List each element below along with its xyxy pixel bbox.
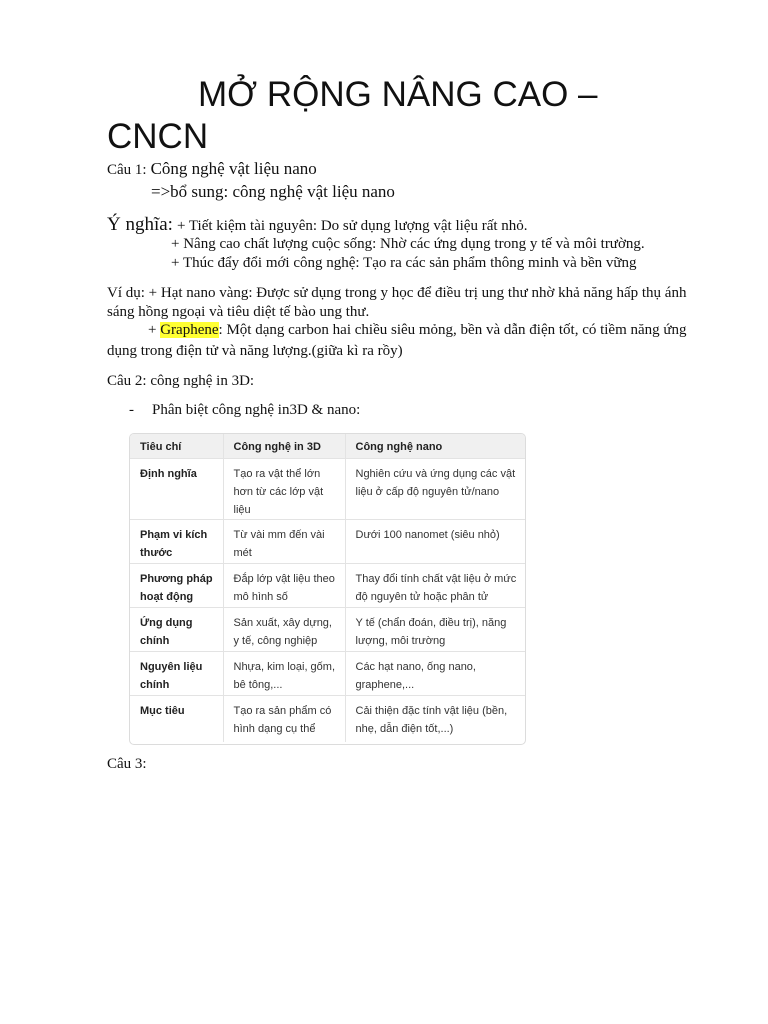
table-header: Công nghệ in 3D [223, 434, 345, 459]
y-nghia-item-1: + Tiết kiệm tài nguyên: Do sử dụng lượng vật liệu rất nhỏ. [176, 218, 528, 234]
cau2-bullet-text: Phân biệt công nghệ in3D & nano: [152, 402, 361, 418]
table-row [130, 696, 525, 742]
title-line-2: CNCN [107, 117, 209, 156]
table-row [130, 564, 525, 608]
title-line-1: MỞ RỘNG NÂNG CAO – [198, 75, 598, 114]
table-cell: Dưới 100 nanomet (siêu nhỏ) [345, 520, 525, 564]
table-cell-criterion: Nguyên liệu chính [130, 652, 223, 696]
table-cell-criterion: Định nghĩa [130, 459, 223, 520]
cau1-supplement: =>bổ sung: công nghệ vật liệu nano [151, 182, 395, 201]
table-header: Tiêu chí [130, 434, 223, 459]
table-cell: Nhựa, kim loại, gốm, bê tông,... [223, 652, 345, 696]
table-cell-criterion: Ứng dụng chính [130, 608, 223, 652]
table-header-row [130, 434, 525, 459]
table-row [130, 459, 525, 520]
table-cell: Nghiên cứu và ứng dụng các vật liệu ở cấp độ nguyên tử/nano [345, 459, 525, 520]
cau3-text: Câu 3: [107, 756, 147, 772]
vi-du-line-3 [148, 321, 687, 340]
table-cell-criterion: Mục tiêu [130, 696, 223, 742]
table-cell: Cải thiện đặc tính vật liệu (bền, nhẹ, dẫn điện tốt,...) [355, 705, 508, 735]
table-cell: Từ vài mm đến vài mét [223, 520, 345, 564]
vi-du-line-3-rest: : Một dạng carbon hai chiều siêu mỏng, bền và dẫn điện tốt, có tiềm năng ứng [218, 322, 687, 338]
cau2-bullet: - [129, 402, 134, 418]
cau1-label: Câu 1: [107, 162, 147, 178]
y-nghia-line [107, 214, 528, 236]
table-cell: Đắp lớp vật liệu theo mô hình số [223, 564, 345, 608]
table-header: Công nghệ nano [345, 434, 525, 459]
comparison-table-grid [130, 434, 525, 742]
vi-du-plus: + [148, 322, 161, 338]
y-nghia-label: Ý nghĩa: [107, 214, 173, 235]
graphene-highlight: Graphene [160, 322, 219, 338]
table-cell: Tạo ra sản phẩm có hình dạng cụ thể [223, 696, 345, 742]
cau1-text: Công nghệ vật liệu nano [150, 159, 317, 178]
cau1-line [107, 158, 317, 180]
vi-du-line-1: Ví dụ: + Hạt nano vàng: Được sử dụng trong y học để điều trị ung thư nhờ khả năng hấp thụ ánh [107, 285, 687, 301]
table-cell-criterion: Phạm vi kích thước [130, 520, 223, 564]
vi-du-line-4: dụng trong điện tử và năng lượng.(giữa kì ra rồy) [107, 343, 403, 359]
comparison-table [129, 433, 526, 745]
y-nghia-item-2: + Nâng cao chất lượng cuộc sống: Nhờ các ứng dụng trong y tế và môi trường. [171, 236, 645, 252]
table-cell: Sản xuất, xây dựng, y tế, công nghiệp [223, 608, 345, 652]
table-cell: Y tế (chẩn đoán, điều trị), năng lượng, môi trường [345, 608, 525, 652]
y-nghia-item-3: + Thúc đẩy đổi mới công nghệ: Tạo ra các sản phẩm thông minh và bền vững [171, 255, 637, 271]
vi-du-line-2: sáng hồng ngoại và tiêu diệt tế bào ung thư. [107, 304, 370, 320]
table-cell-criterion: Phương pháp hoạt động [130, 564, 223, 608]
table-row [130, 520, 525, 564]
table-cell: Tạo ra vật thể lớn hơn từ các lớp vật liệu [223, 459, 345, 520]
table-row [130, 652, 525, 696]
table-row [130, 608, 525, 652]
cau2-text: Câu 2: công nghệ in 3D: [107, 373, 255, 389]
table-cell: Các hạt nano, ống nano, graphene,... [345, 652, 525, 696]
table-cell: Thay đổi tính chất vật liệu ở mức độ nguyên tử hoặc phân tử [345, 564, 525, 608]
